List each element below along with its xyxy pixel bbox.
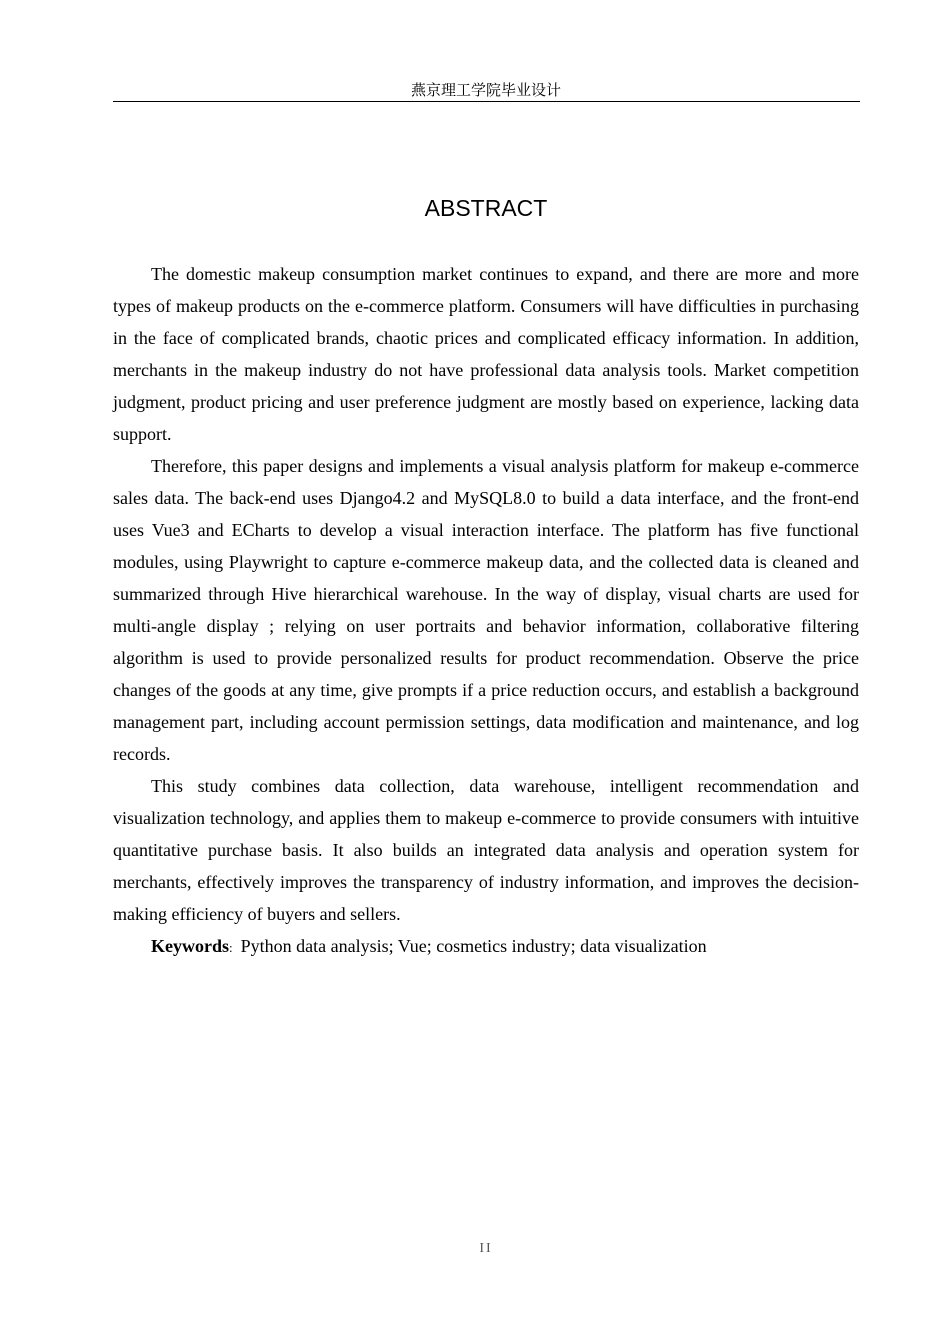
running-header: 燕京理工学院毕业设计 <box>410 83 561 99</box>
keywords-line <box>113 930 859 964</box>
header-rule <box>113 101 860 102</box>
keywords-label: Keywords <box>151 936 229 956</box>
abstract-paragraph-3: This study combines data collection, data warehouse, intelligent recommendation and visualization technology, and applies them to makeup e-commerce to provide consumers with intuitive quantitative purchase basis. It also builds an integrated data analysis and operation system for merchants, effectively improves the transparency of industry information, and improves the decision-making efficiency of buyers and sellers. <box>113 776 859 924</box>
abstract-title: ABSTRACT <box>424 195 548 221</box>
keywords-text: Python data analysis; Vue; cosmetics industry; data visualization <box>240 936 707 956</box>
abstract-paragraph-1: The domestic makeup consumption market continues to expand, and there are more and more types of makeup products on the e-commerce platform. Consumers will have difficulties in purchasing in the face of complicated brands, chaotic prices and complicated efficacy information. In addition, merchants in the makeup industry do not have professional data analysis tools. Market competition judgment, product pricing and user preference judgment are mostly based on experience, lacking data support. <box>113 264 859 444</box>
page-number: II <box>479 1241 493 1256</box>
abstract-body <box>113 258 859 964</box>
abstract-paragraph-2: Therefore, this paper designs and implements a visual analysis platform for makeup e-commerce sales data. The back-end uses Django4.2 and MySQL8.0 to build a data interface, and the front-end uses Vue3 and ECharts to develop a visual interaction interface. The platform has five functional modules, using Playwright to capture e-commerce makeup data, and the collected data is cleaned and summarized through Hive hierarchical warehouse. In the way of display, visual charts are used for multi-angle display ; relying on user portraits and behavior information, collaborative filtering algorithm is used to provide personalized results for product recommendation. Observe the price changes of the goods at any time, give prompts if a price reduction occurs, and establish a background management part, including account permission settings, data modification and maintenance, and log records. <box>113 456 859 764</box>
keywords-separator: : <box>229 940 233 955</box>
